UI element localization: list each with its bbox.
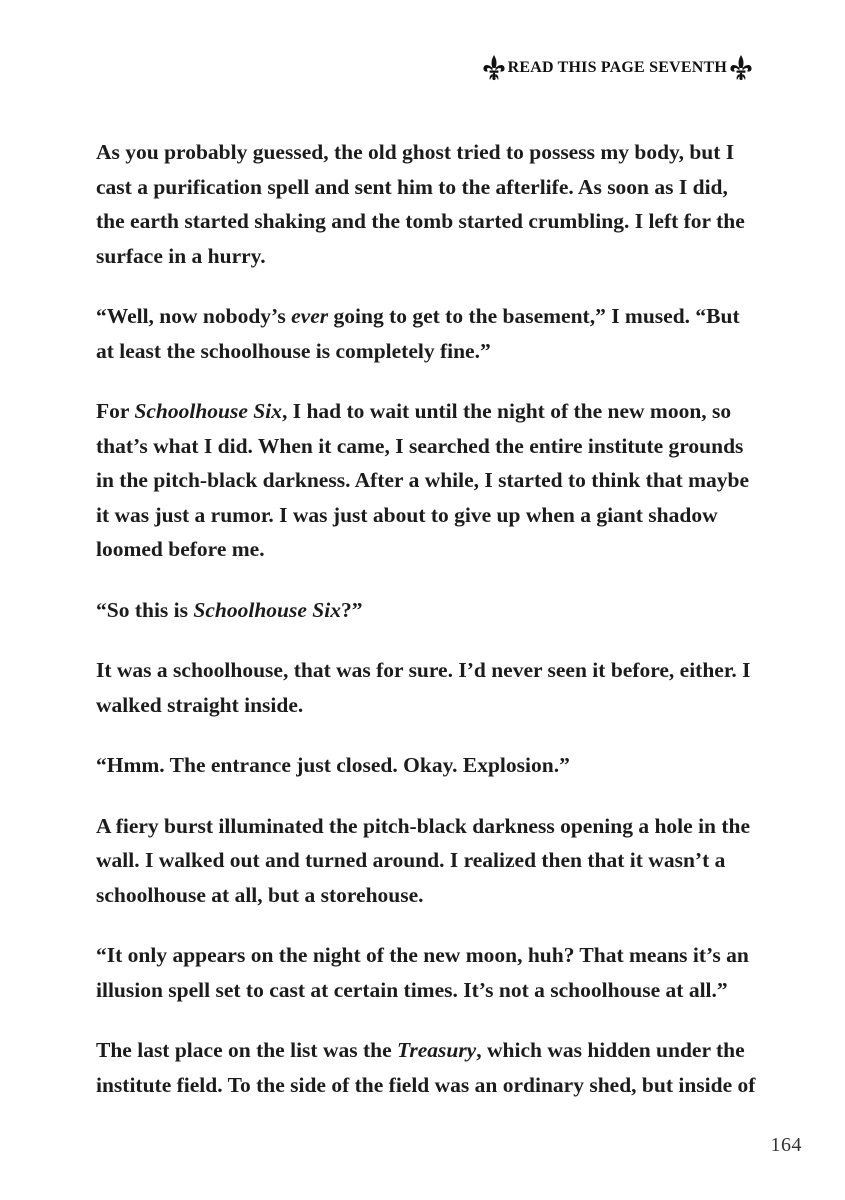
text-run: “It only appears on the night of the new moon, huh? That means it’s an illusion spell set to cast at certain times. It’s not a schoolhouse at all.”: [96, 943, 749, 1002]
text-run: , I had to wait until the night of the new moon, so that’s what I did. When it came, I searched the entire institute grounds in the pitch-black darkness. After a while, I started to think that maybe it was just a rumor. I was just about to give up when a giant shadow loomed before me.: [96, 399, 749, 561]
text-run: It was a schoolhouse, that was for sure. I’d never seen it before, either. I walked straight inside.: [96, 658, 751, 717]
text-run: As you probably guessed, the old ghost tried to possess my body, but I cast a purification spell and sent him to the afterlife. As soon as I did, the earth started shaking and the tomb started crumbling. I left for the surface in a hurry.: [96, 140, 745, 268]
fleur-de-lis-icon: [482, 54, 506, 82]
text-run: “Well, now nobody’s: [96, 304, 292, 328]
text-run: , which was hidden under the institute field. To the side of the field was an ordinary shed, but inside of: [96, 1038, 756, 1097]
italic-text-run: ever: [291, 304, 329, 328]
header-title: READ THIS PAGE SEVENTH: [507, 59, 727, 76]
text-run: A fiery burst illuminated the pitch-black darkness opening a hole in the wall. I walked out and turned around. I realized then that it wasn’t a schoolhouse at all, but a storehouse.: [96, 813, 751, 907]
text-run: “Hmm. The entrance just closed. Okay. Explosion.”: [96, 753, 570, 777]
text-run: going to get to the basement,” I mused. “But at least the schoolhouse is completely fine.”: [96, 304, 740, 363]
paragraph: [96, 593, 761, 628]
paragraph: [96, 809, 761, 913]
paragraph: [96, 394, 761, 567]
text-run: For: [96, 399, 135, 423]
paragraph: [96, 299, 761, 368]
italic-text-run: Treasury: [397, 1038, 477, 1062]
body-text: [96, 135, 761, 1128]
paragraph: [96, 938, 761, 1007]
italic-text-run: Schoolhouse Six: [134, 399, 282, 423]
text-run: The last place on the list was the: [96, 1038, 397, 1062]
text-run: ?”: [340, 597, 363, 622]
paragraph: [96, 653, 761, 722]
running-header: [482, 54, 753, 82]
paragraph: [96, 748, 761, 783]
page-number: 164: [770, 1134, 802, 1156]
fleur-de-lis-icon: [729, 54, 753, 82]
italic-text-run: Schoolhouse Six: [193, 597, 341, 622]
text-run: “So this is: [96, 597, 194, 622]
paragraph: [96, 135, 761, 273]
paragraph: [96, 1033, 761, 1102]
